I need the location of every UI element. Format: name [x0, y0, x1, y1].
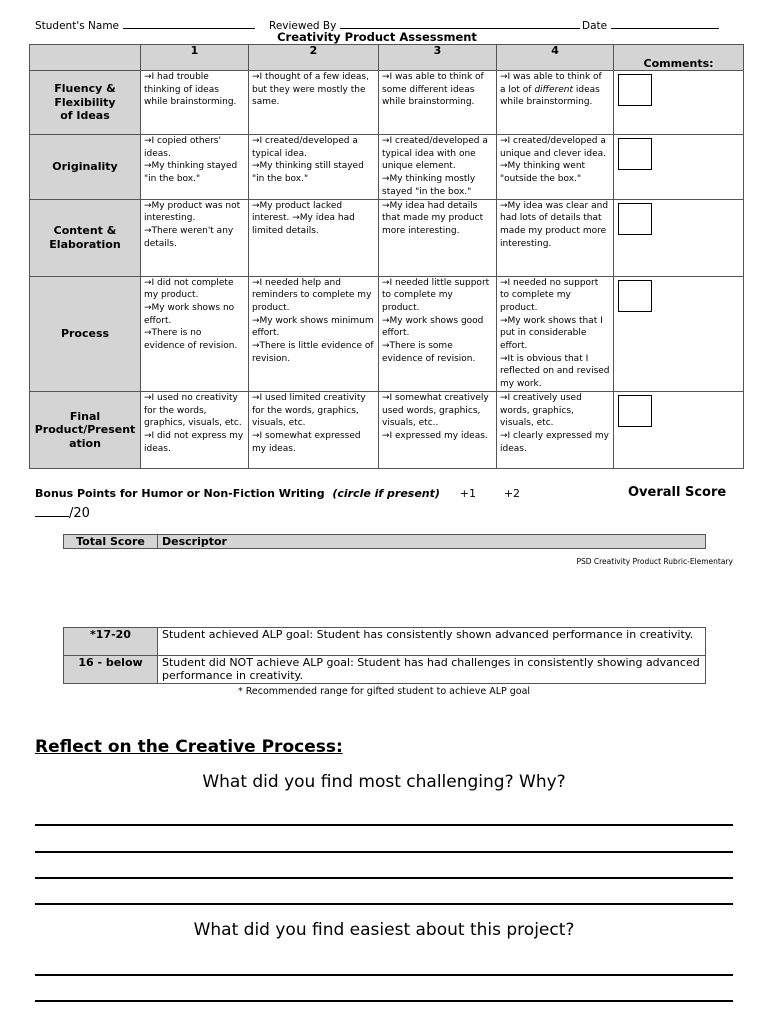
rubric-cell: →I created/developed a typical idea. →My thinking still stayed "in the box.": [249, 135, 379, 200]
comment-box[interactable]: [618, 280, 652, 312]
criterion-fluency-label: Fluency & Flexibility of Ideas: [30, 71, 141, 135]
reviewed-by-blank[interactable]: [340, 18, 580, 29]
question-most-challenging: What did you find most challenging? Why?: [202, 772, 566, 792]
alp-descriptor: Student did NOT achieve ALP goal: Student has had challenges in consistently showing advanced performance in creativity.: [158, 656, 706, 684]
score-blank[interactable]: [35, 504, 69, 517]
rubric-corner-header: [30, 45, 141, 71]
rubric-cell: →I somewhat creatively used words, graphics, visuals, etc.. →I expressed my ideas.: [379, 391, 497, 468]
alp-range: 16 - below: [64, 656, 158, 684]
date-field[interactable]: [582, 18, 719, 32]
answer-line[interactable]: [35, 824, 733, 826]
rubric-cell: →I creatively used words, graphics, visuals, etc. →I clearly expressed my ideas.: [497, 391, 614, 468]
rubric-row-final-product: [30, 391, 744, 468]
rubric-cell: →My idea was clear and had lots of details that made my product more interesting.: [497, 199, 614, 276]
rubric-title: Creativity Product Assessment: [277, 31, 477, 44]
rubric-cell: →I needed no support to complete my product. →My work shows that I put in considerable effort. →It is obvious that I reflected on and revised my work.: [497, 276, 614, 391]
criterion-originality-label: Originality: [30, 135, 141, 200]
creativity-rubric-table: [29, 31, 744, 469]
rubric-cell: →I copied others' ideas. →My thinking stayed "in the box.": [141, 135, 249, 200]
alp-range: *17-20: [64, 628, 158, 656]
alp-goal-table: [63, 627, 706, 684]
alp-row: [64, 628, 706, 656]
criterion-content-label: Content & Elaboration: [30, 199, 141, 276]
rubric-cell: →My idea had details that made my product more interesting.: [379, 199, 497, 276]
rubric-row-content: [30, 199, 744, 276]
bonus-option-1[interactable]: +1: [459, 487, 476, 500]
rubric-row-process: [30, 276, 744, 391]
answer-line[interactable]: [35, 877, 733, 879]
answer-line[interactable]: [35, 903, 733, 905]
bonus-points-label: Bonus Points for Humor or Non-Fiction Writing: [35, 487, 325, 500]
rubric-cell: →I used limited creativity for the words, graphics, visuals, etc. →I somewhat expressed my ideas.: [249, 391, 379, 468]
level-header-4: 4: [497, 45, 614, 71]
answer-line[interactable]: [35, 851, 733, 853]
comment-box[interactable]: [618, 395, 652, 427]
rubric-cell: →I created/developed a unique and clever idea. →My thinking went "outside the box.": [497, 135, 614, 200]
rubric-row-originality: [30, 135, 744, 200]
recommendation-note: * Recommended range for gifted student to achieve ALP goal: [237, 686, 531, 697]
comment-cell: [614, 71, 744, 135]
level-header-3: 3: [379, 45, 497, 71]
rubric-cell: [497, 71, 614, 135]
alp-descriptor: Student achieved ALP goal: Student has consistently shown advanced performance in creativity.: [158, 628, 706, 656]
descriptor-header: Descriptor: [158, 535, 706, 549]
bonus-points-line: [35, 487, 520, 500]
reflection-heading: Reflect on the Creative Process:: [35, 737, 343, 757]
rubric-row-fluency: [30, 71, 744, 135]
student-name-label: Student's Name: [35, 20, 120, 32]
fluency-4-text: →I was able to think of a lot of different ideas while brainstorming.: [500, 72, 602, 108]
rubric-cell: →I did not complete my product. →My work shows no effort. →There is no evidence of revision.: [141, 276, 249, 391]
rubric-cell: →I created/developed a typical idea with one unique element. →My thinking mostly stayed "in the box.": [379, 135, 497, 200]
comment-cell: [614, 276, 744, 391]
reviewed-by-label: Reviewed By: [269, 20, 337, 32]
question-easiest: What did you find easiest about this project?: [193, 920, 575, 940]
comment-cell: [614, 135, 744, 200]
criterion-final-product-label: Final Product/Present ation: [30, 391, 141, 468]
score-entry[interactable]: [35, 504, 90, 521]
rubric-cell: →I thought of a few ideas, but they were mostly the same.: [249, 71, 379, 135]
rubric-cell: →I had trouble thinking of ideas while brainstorming.: [141, 71, 249, 135]
date-label: Date: [582, 20, 608, 32]
rubric-cell: →My product lacked interest. →My idea had limited details.: [249, 199, 379, 276]
score-denominator: /20: [69, 506, 90, 521]
answer-line[interactable]: [35, 974, 733, 976]
student-name-blank[interactable]: [123, 18, 255, 29]
total-score-header: Total Score: [64, 535, 158, 549]
level-header-1: 1: [141, 45, 249, 71]
total-score-table: [63, 534, 706, 549]
answer-line[interactable]: [35, 1000, 733, 1002]
rubric-cell: →My product was not interesting. →There weren't any details.: [141, 199, 249, 276]
bonus-option-2[interactable]: +2: [503, 487, 521, 500]
comment-box[interactable]: [618, 74, 652, 106]
rubric-cell: →I used no creativity for the words, graphics, visuals, etc. →I did not express my ideas.: [141, 391, 249, 468]
criterion-process-label: Process: [30, 276, 141, 391]
date-blank[interactable]: [611, 18, 719, 29]
reviewed-by-field[interactable]: [269, 18, 580, 32]
rubric-cell: →I was able to think of some different ideas while brainstorming.: [379, 71, 497, 135]
comment-box[interactable]: [618, 203, 652, 235]
student-name-field[interactable]: [35, 18, 255, 32]
rubric-cell: →I needed help and reminders to complete my product. →My work shows minimum effort. →There is little evidence of revision.: [249, 276, 379, 391]
bonus-instruction: (circle if present): [332, 487, 440, 500]
alp-row: [64, 656, 706, 684]
overall-score-label: Overall Score: [628, 485, 727, 500]
rubric-cell: →I needed little support to complete my product. →My work shows good effort. →There is some evidence of revision.: [379, 276, 497, 391]
comment-box[interactable]: [618, 138, 652, 170]
comments-header: Comments:: [614, 45, 744, 71]
rubric-source-note: PSD Creativity Product Rubric-Elementary: [576, 557, 733, 566]
comment-cell: [614, 391, 744, 468]
comment-cell: [614, 199, 744, 276]
level-header-2: 2: [249, 45, 379, 71]
